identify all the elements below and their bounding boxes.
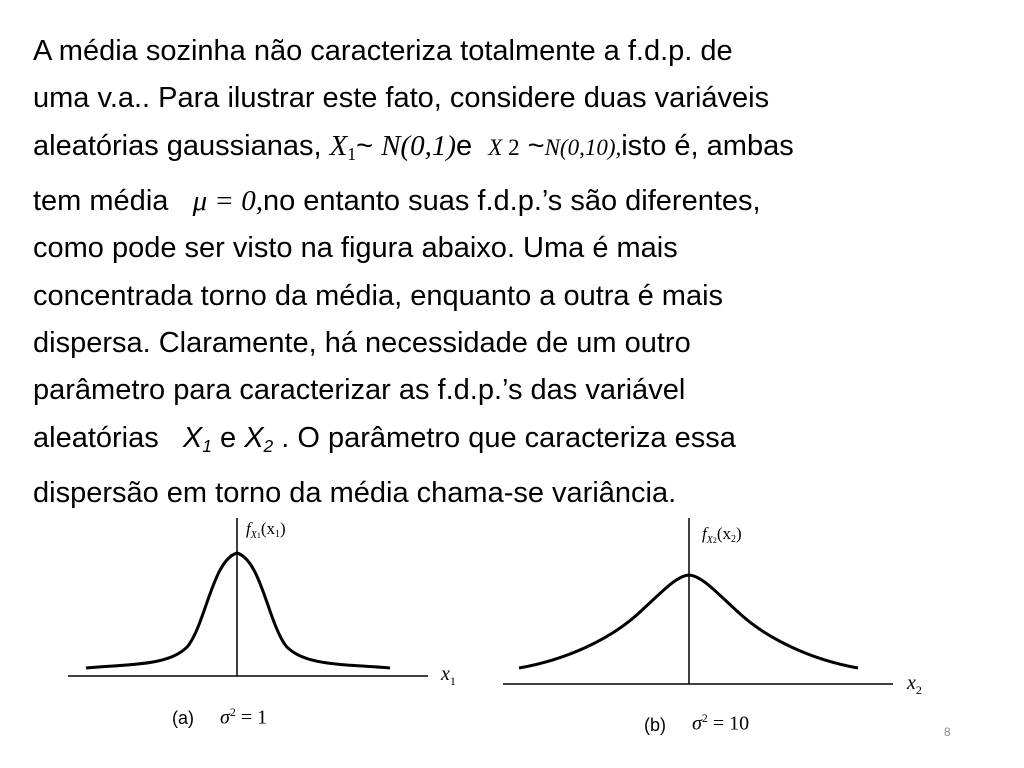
x1-variable: $X_1$: [182, 421, 212, 456]
x1-variable: $X_1$: [329, 129, 357, 164]
paragraph-text: no entanto suas f.d.p.’s são diferentes,: [262, 185, 761, 218]
normal-distribution-2: N(0,10),: [544, 134, 622, 160]
paragraph-line-1: A média sozinha não caracteriza totalmente a f.d.p. de: [33, 35, 733, 67]
paragraph-text: isto é, ambas: [621, 129, 794, 162]
slide-number: 8: [944, 725, 951, 739]
tilde-symbol: ~: [527, 129, 545, 162]
conjunction-e: e: [220, 421, 237, 454]
tilde-symbol: ~: [356, 129, 373, 162]
figure-a: [68, 518, 428, 676]
paragraph-text: aleatórias gaussianas,: [33, 129, 322, 162]
paragraph-text: . O parâmetro que caracteriza essa: [281, 421, 736, 454]
paragraph-text: aleatórias: [33, 421, 159, 454]
pdf-curve-a: [86, 553, 390, 668]
conjunction-e: e: [455, 129, 473, 162]
y-axis-label-b: $f_{X2}(x2)$: [702, 524, 742, 546]
variance-label-b: $\sigma^2 = 10$: [692, 711, 750, 735]
paragraph-line-8: parâmetro para caracterizar as f.d.p.’s das variável: [33, 374, 686, 407]
normal-distribution-1: N(0,1): [381, 129, 456, 162]
y-axis-label-a: $f_{X1}(x1)$: [246, 519, 286, 541]
figure-caption-a: (a): [172, 708, 194, 728]
x2-variable: X 2: [488, 134, 520, 160]
figure-caption-b: (b): [644, 715, 666, 735]
mean-equals-zero: μ = 0,: [192, 185, 263, 218]
paragraph-line-6: concentrada torno da média, enquanto a outra é mais: [33, 279, 724, 312]
x2-variable: $X_2$: [244, 421, 274, 456]
paragraph-line-2: uma v.a.. Para ilustrar este fato, considere duas variáveis: [33, 82, 770, 115]
variance-label-a: $\sigma^2 = 1$: [220, 705, 268, 729]
paragraph-line-7: dispersa. Claramente, há necessidade de um outro: [33, 327, 691, 359]
paragraph-line-5: como pode ser visto na figura abaixo. Uma é mais: [33, 232, 678, 265]
paragraph-line-10: dispersão em torno da média chama-se variância.: [33, 477, 677, 510]
x-axis-label-b: $x_2$: [907, 672, 922, 697]
x-axis-label-a: $x_1$: [441, 663, 456, 688]
paragraph-text: tem média: [33, 185, 169, 218]
figure-b: [503, 518, 893, 684]
